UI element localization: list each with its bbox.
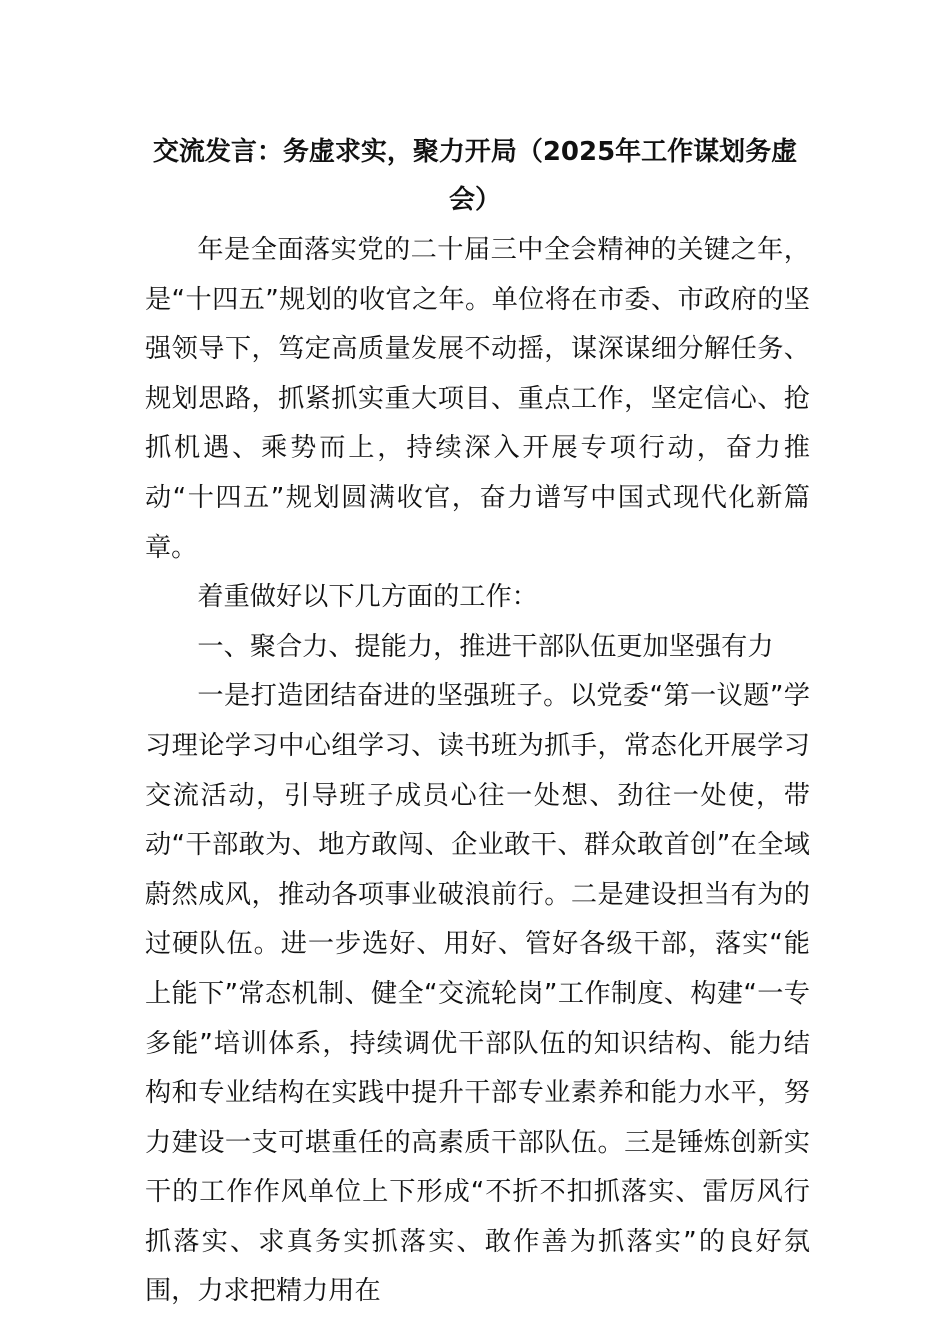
document-title: 交流发言：务虚求实，聚力开局（2025年工作谋划务虚会） — [152, 137, 798, 215]
paragraph-focus: 着重做好以下几方面的工作： — [197, 582, 538, 613]
paragraph-section-1: 一是打造团结奋进的坚强班子。以党委“第一议题”学习理论学习中心组学习、读书班为抓手，常态化开展学习交流活动，引导班子成员心往一处想、劲往一处使，带动“干部敢为、地方敢闯、企业敢干、群众敢首创”在全域蔚然成风，推动各项事业破浪前行。二是建设担当有为的过硬队伍。进一步选好、用好、管好各级干部，落实“能上能下”常态机制、健全“交流轮岗”工作制度、构建“一专多能”培训体系，持续调优干部队伍的知识结构、能力结构和专业结构在实践中提升干部专业素养和能力水平，努力建设一支可堪重任的高素质干部队伍。三是锤炼创新实干的工作作风单位上下形成“不折不扣抓落实、雷厉风行抓落实、求真务实抓落实、敢作善为抓落实”的良好氛围，力求把精力用在 — [145, 681, 810, 1307]
document-body — [145, 226, 810, 1317]
paragraph-intro: 年是全面落实党的二十届三中全会精神的关键之年，是“十四五”规划的收官之年。单位将在市委、市政府的坚强领导下，笃定高质量发展不动摇，谋深谋细分解任务、规划思路，抓紧抓实重大项目、重点工作，坚定信心、抢抓机遇、乘势而上，持续深入开展专项行动，奋力推动“十四五”规划圆满收官，奋力谱写中国式现代化新篇章。 — [145, 235, 810, 563]
section-heading-1: 一、聚合力、提能力，推进干部队伍更加坚强有力 — [197, 631, 774, 662]
